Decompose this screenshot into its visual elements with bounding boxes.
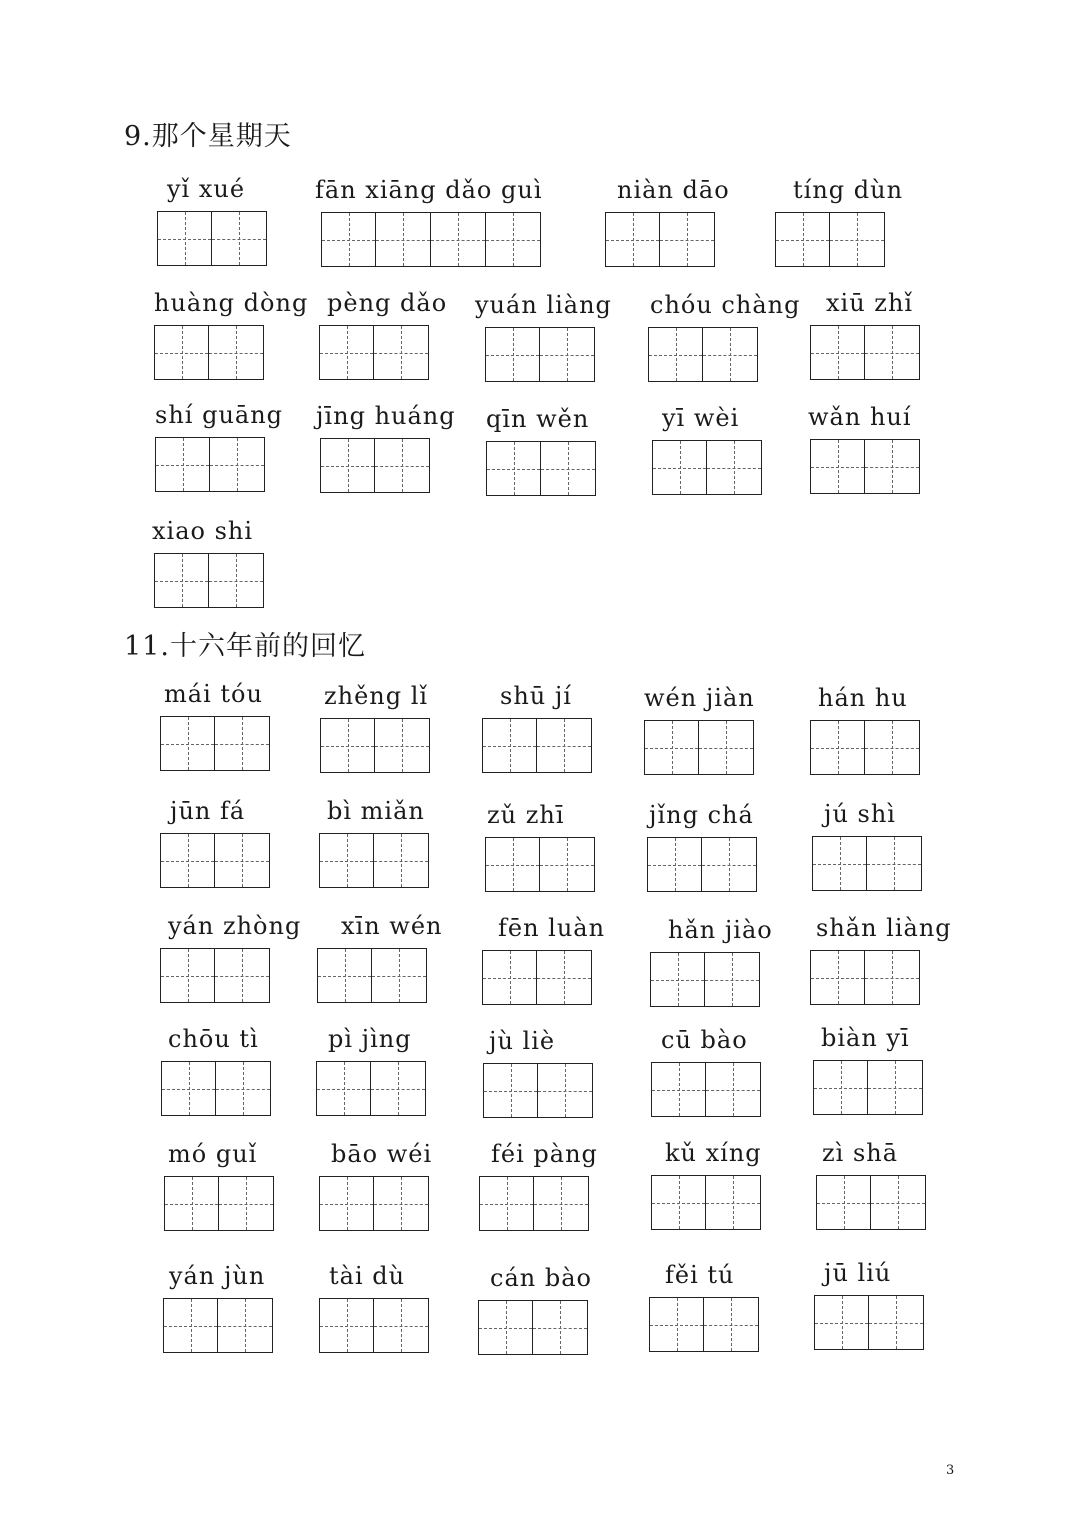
pinyin-label: zì shā	[822, 1139, 899, 1167]
pinyin-label: jú shì	[824, 800, 896, 828]
tian-grid-box[interactable]	[650, 952, 705, 1007]
word-item	[152, 517, 264, 608]
writing-boxes	[321, 212, 541, 267]
tian-grid-box[interactable]	[540, 837, 595, 892]
writing-boxes	[813, 1060, 923, 1115]
tian-grid-box[interactable]	[376, 212, 431, 267]
word-item	[315, 176, 543, 267]
pinyin-label: yī wèi	[662, 404, 740, 432]
tian-grid-box[interactable]	[865, 325, 920, 380]
tian-grid-box[interactable]	[154, 553, 209, 608]
pinyin-label: yán jùn	[169, 1262, 266, 1290]
tian-grid-box[interactable]	[865, 439, 920, 494]
word-item	[163, 1262, 273, 1353]
writing-boxes	[161, 1061, 271, 1116]
writing-boxes	[479, 1176, 589, 1231]
pinyin-label: fěi tú	[665, 1261, 735, 1289]
tian-grid-box[interactable]	[209, 553, 264, 608]
writing-boxes	[647, 837, 757, 892]
tian-grid-box[interactable]	[540, 327, 595, 382]
tian-grid-box[interactable]	[706, 1062, 761, 1117]
word-item	[651, 1026, 761, 1117]
writing-boxes	[154, 553, 264, 608]
tian-grid-box[interactable]	[534, 1176, 589, 1231]
writing-boxes	[810, 325, 920, 380]
pinyin-label: hán hu	[818, 684, 908, 712]
writing-boxes	[164, 1176, 274, 1231]
tian-grid-box[interactable]	[160, 833, 215, 888]
pinyin-label: bāo wéi	[331, 1140, 433, 1168]
writing-boxes	[648, 327, 758, 382]
pinyin-label: qīn wěn	[486, 405, 590, 433]
word-item	[478, 1264, 592, 1355]
pinyin-label: zǔ zhī	[487, 801, 565, 829]
pinyin-label: jù liè	[489, 1027, 556, 1055]
pinyin-label: yǐ xué	[167, 175, 246, 203]
writing-boxes	[483, 1063, 593, 1118]
tian-grid-box[interactable]	[215, 833, 270, 888]
tian-grid-box[interactable]	[816, 1175, 871, 1230]
writing-boxes	[320, 718, 430, 773]
pinyin-label: cán bào	[490, 1264, 592, 1292]
pinyin-label: xīn wén	[341, 912, 443, 940]
tian-grid-box[interactable]	[374, 833, 429, 888]
tian-grid-box[interactable]	[810, 439, 865, 494]
tian-grid-box[interactable]	[212, 211, 267, 266]
word-item	[482, 682, 592, 773]
tian-grid-box[interactable]	[541, 441, 596, 496]
tian-grid-box[interactable]	[216, 1061, 271, 1116]
pinyin-label: jū liú	[824, 1259, 892, 1287]
tian-grid-box[interactable]	[649, 1297, 704, 1352]
tian-grid-box[interactable]	[704, 1297, 759, 1352]
pinyin-label: bì miǎn	[327, 797, 425, 825]
pinyin-label: xiao shi	[152, 517, 254, 545]
word-item	[816, 1139, 926, 1230]
writing-boxes	[486, 441, 596, 496]
tian-grid-box[interactable]	[218, 1298, 273, 1353]
pinyin-label: hǎn jiào	[668, 916, 773, 944]
word-item	[651, 1139, 762, 1230]
writing-boxes	[775, 212, 885, 267]
word-item	[479, 1140, 598, 1231]
word-item	[647, 801, 757, 892]
tian-grid-box[interactable]	[375, 718, 430, 773]
tian-grid-box[interactable]	[537, 950, 592, 1005]
tian-grid-box[interactable]	[371, 1061, 426, 1116]
writing-boxes	[485, 327, 595, 382]
writing-boxes	[316, 1061, 426, 1116]
tian-grid-box[interactable]	[164, 1176, 219, 1231]
writing-boxes	[157, 211, 267, 266]
tian-grid-box[interactable]	[648, 327, 703, 382]
tian-grid-box[interactable]	[483, 1063, 538, 1118]
tian-grid-box[interactable]	[482, 950, 537, 1005]
word-item	[319, 289, 448, 380]
word-item	[160, 797, 270, 888]
tian-grid-box[interactable]	[316, 1061, 371, 1116]
word-item	[483, 1027, 593, 1118]
tian-grid-box[interactable]	[869, 1295, 924, 1350]
word-item	[320, 682, 430, 773]
tian-grid-box[interactable]	[706, 1175, 761, 1230]
writing-boxes	[160, 833, 270, 888]
writing-boxes	[485, 837, 595, 892]
tian-grid-box[interactable]	[707, 440, 762, 495]
tian-grid-box[interactable]	[605, 212, 660, 267]
word-item	[812, 800, 922, 891]
tian-grid-box[interactable]	[319, 1176, 374, 1231]
word-item	[155, 401, 284, 492]
pinyin-label: jūn fá	[170, 797, 246, 825]
pinyin-label: zhěng lǐ	[324, 682, 429, 710]
tian-grid-box[interactable]	[163, 1298, 218, 1353]
tian-grid-box[interactable]	[321, 212, 376, 267]
word-item	[157, 175, 267, 266]
tian-grid-box[interactable]	[319, 833, 374, 888]
tian-grid-box[interactable]	[813, 1060, 868, 1115]
tian-grid-box[interactable]	[374, 1176, 429, 1231]
tian-grid-box[interactable]	[219, 1176, 274, 1231]
tian-grid-box[interactable]	[812, 836, 867, 891]
word-item	[482, 914, 606, 1005]
tian-grid-box[interactable]	[533, 1300, 588, 1355]
tian-grid-box[interactable]	[538, 1063, 593, 1118]
tian-grid-box[interactable]	[486, 441, 541, 496]
tian-grid-box[interactable]	[814, 1295, 869, 1350]
tian-grid-box[interactable]	[319, 325, 374, 380]
tian-grid-box[interactable]	[374, 1298, 429, 1353]
tian-grid-box[interactable]	[537, 718, 592, 773]
tian-grid-box[interactable]	[867, 836, 922, 891]
tian-grid-box[interactable]	[319, 1298, 374, 1353]
writing-boxes	[319, 1298, 429, 1353]
pinyin-label: pèng dǎo	[327, 289, 448, 317]
pinyin-label: shí guāng	[155, 401, 284, 429]
writing-boxes	[810, 439, 920, 494]
tian-grid-box[interactable]	[865, 720, 920, 775]
writing-boxes	[154, 325, 264, 380]
word-item	[605, 176, 730, 267]
tian-grid-box[interactable]	[210, 437, 265, 492]
tian-grid-box[interactable]	[372, 948, 427, 1003]
word-item	[160, 912, 302, 1003]
pinyin-label: féi pàng	[491, 1140, 598, 1168]
writing-boxes	[810, 950, 920, 1005]
word-item	[161, 1025, 271, 1116]
tian-grid-box[interactable]	[375, 438, 430, 493]
word-item	[160, 680, 270, 771]
section-title: 9.那个星期天	[124, 121, 292, 152]
tian-grid-box[interactable]	[810, 720, 865, 775]
tian-grid-box[interactable]	[317, 948, 372, 1003]
writing-boxes	[160, 948, 270, 1003]
tian-grid-box[interactable]	[479, 1176, 534, 1231]
tian-grid-box[interactable]	[651, 1062, 706, 1117]
word-item	[485, 801, 595, 892]
pinyin-label: shū jí	[500, 682, 572, 710]
tian-grid-box[interactable]	[160, 948, 215, 1003]
tian-grid-box[interactable]	[320, 438, 375, 493]
writing-boxes	[319, 1176, 429, 1231]
tian-grid-box[interactable]	[215, 948, 270, 1003]
writing-boxes	[812, 836, 922, 891]
pinyin-label: mó guǐ	[168, 1140, 258, 1168]
word-item	[164, 1140, 274, 1231]
pinyin-label: shǎn liàng	[816, 914, 952, 942]
writing-boxes	[650, 952, 760, 1007]
pinyin-label: jǐng chá	[649, 801, 754, 829]
tian-grid-box[interactable]	[486, 212, 541, 267]
word-item	[486, 405, 596, 496]
pinyin-label: yán zhòng	[168, 912, 302, 940]
tian-grid-box[interactable]	[155, 437, 210, 492]
word-item	[317, 912, 443, 1003]
pinyin-label: tíng dùn	[793, 176, 904, 204]
word-item	[319, 1140, 433, 1231]
writing-boxes	[482, 950, 592, 1005]
writing-boxes	[163, 1298, 273, 1353]
tian-grid-box[interactable]	[154, 325, 209, 380]
tian-grid-box[interactable]	[157, 211, 212, 266]
tian-grid-box[interactable]	[775, 212, 830, 267]
tian-grid-box[interactable]	[868, 1060, 923, 1115]
word-item	[316, 402, 456, 493]
tian-grid-box[interactable]	[810, 325, 865, 380]
tian-grid-box[interactable]	[485, 837, 540, 892]
pinyin-label: wǎn huí	[808, 403, 912, 431]
pinyin-label: kǔ xíng	[665, 1139, 762, 1167]
word-item	[808, 403, 920, 494]
writing-boxes	[482, 718, 592, 773]
pinyin-label: xiū zhǐ	[826, 289, 914, 317]
word-item	[648, 291, 801, 382]
word-item	[316, 1025, 426, 1116]
writing-boxes	[320, 438, 430, 493]
pinyin-label: fān xiāng dǎo guì	[315, 176, 543, 204]
writing-boxes	[160, 716, 270, 771]
tian-grid-box[interactable]	[705, 952, 760, 1007]
word-item	[775, 176, 904, 267]
writing-boxes	[155, 437, 265, 492]
word-item	[319, 797, 429, 888]
tian-grid-box[interactable]	[482, 718, 537, 773]
tian-grid-box[interactable]	[161, 1061, 216, 1116]
word-item	[810, 914, 952, 1005]
tian-grid-box[interactable]	[374, 325, 429, 380]
tian-grid-box[interactable]	[209, 325, 264, 380]
word-item	[810, 684, 920, 775]
pinyin-label: huàng dòng	[154, 289, 309, 317]
word-item	[319, 1262, 429, 1353]
page-number: 3	[946, 1463, 955, 1478]
writing-boxes	[317, 948, 427, 1003]
pinyin-label: jīng huáng	[316, 402, 456, 430]
pinyin-label: tài dù	[329, 1262, 406, 1290]
tian-grid-box[interactable]	[871, 1175, 926, 1230]
tian-grid-box[interactable]	[699, 720, 754, 775]
pinyin-label: cū bào	[661, 1026, 748, 1054]
pinyin-label: mái tóu	[164, 680, 263, 708]
writing-boxes	[649, 1297, 759, 1352]
writing-boxes	[319, 833, 429, 888]
writing-boxes	[651, 1175, 761, 1230]
writing-boxes	[319, 325, 429, 380]
tian-grid-box[interactable]	[644, 720, 699, 775]
tian-grid-box[interactable]	[485, 327, 540, 382]
pinyin-label: biàn yī	[821, 1024, 910, 1052]
tian-grid-box[interactable]	[830, 212, 885, 267]
writing-boxes	[605, 212, 715, 267]
tian-grid-box[interactable]	[651, 1175, 706, 1230]
tian-grid-box[interactable]	[647, 837, 702, 892]
pinyin-label: fēn luàn	[498, 914, 606, 942]
tian-grid-box[interactable]	[160, 716, 215, 771]
pinyin-label: yuán liàng	[475, 291, 612, 319]
writing-boxes	[816, 1175, 926, 1230]
writing-boxes	[810, 720, 920, 775]
writing-boxes	[652, 440, 762, 495]
word-item	[810, 289, 920, 380]
word-item	[154, 289, 309, 380]
tian-grid-box[interactable]	[702, 837, 757, 892]
word-item	[813, 1024, 923, 1115]
writing-boxes	[644, 720, 754, 775]
pinyin-label: chóu chàng	[650, 291, 801, 319]
pinyin-label: pì jìng	[328, 1025, 412, 1053]
tian-grid-box[interactable]	[478, 1300, 533, 1355]
word-item	[644, 684, 755, 775]
writing-boxes	[478, 1300, 588, 1355]
section-title: 11.十六年前的回忆	[124, 631, 366, 662]
word-item	[652, 404, 762, 495]
pinyin-label: chōu tì	[168, 1025, 259, 1053]
tian-grid-box[interactable]	[703, 327, 758, 382]
tian-grid-box[interactable]	[320, 718, 375, 773]
tian-grid-box[interactable]	[215, 716, 270, 771]
word-item	[649, 1261, 759, 1352]
tian-grid-box[interactable]	[865, 950, 920, 1005]
tian-grid-box[interactable]	[660, 212, 715, 267]
pinyin-label: niàn dāo	[617, 176, 730, 204]
tian-grid-box[interactable]	[652, 440, 707, 495]
pinyin-label: wén jiàn	[644, 684, 755, 712]
word-item	[650, 916, 773, 1007]
writing-boxes	[814, 1295, 924, 1350]
tian-grid-box[interactable]	[431, 212, 486, 267]
tian-grid-box[interactable]	[810, 950, 865, 1005]
writing-boxes	[651, 1062, 761, 1117]
word-item	[475, 291, 612, 382]
word-item	[814, 1259, 924, 1350]
